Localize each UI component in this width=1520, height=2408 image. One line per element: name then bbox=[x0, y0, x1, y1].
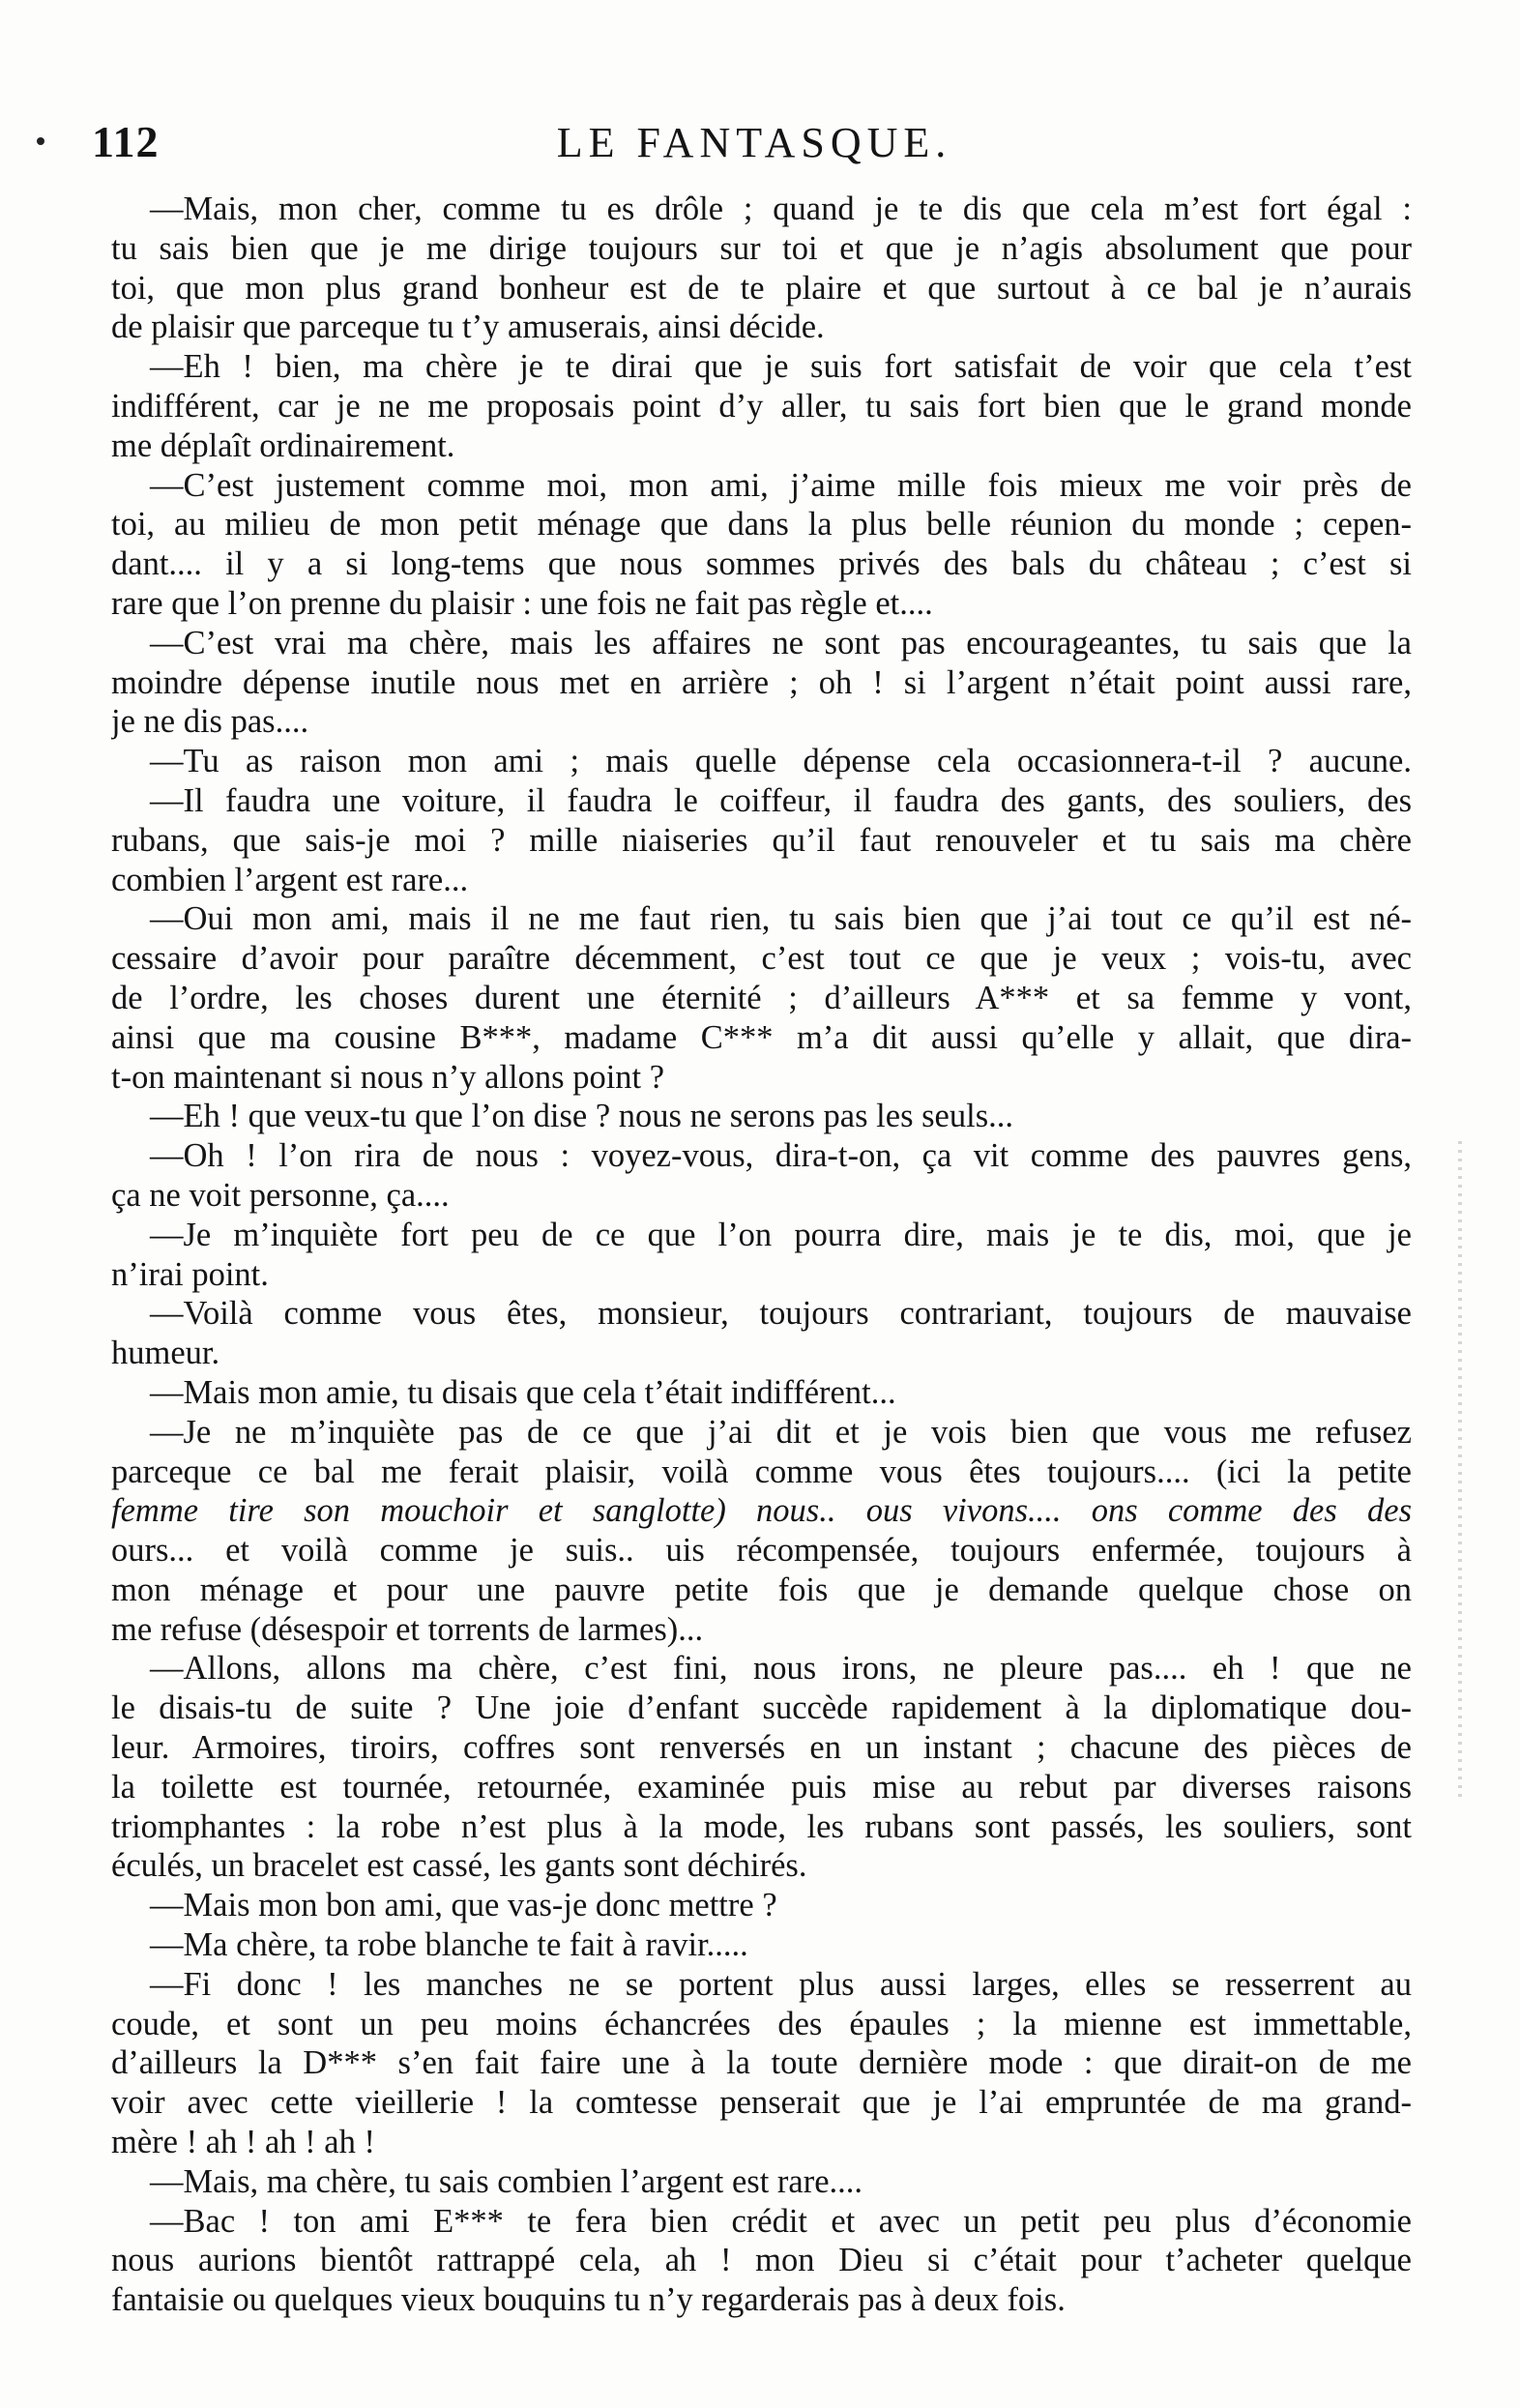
text-line: —Tu as raison mon ami ; mais quelle dépense cela occasionnera-t-il ? aucune. bbox=[150, 743, 1412, 780]
text-line: de l’ordre, les choses durent une éternité ; d’ailleurs A*** et sa femme y vont, bbox=[111, 979, 1412, 1016]
text-line: triomphantes : la robe n’est plus à la mode, les rubans sont passés, les souliers, sont bbox=[111, 1807, 1412, 1845]
text-line: —Oui mon ami, mais il ne me faut rien, tu sais bien que j’ai tout ce qu’il est né- bbox=[150, 900, 1412, 938]
text-line: n’irai point. bbox=[111, 1255, 269, 1293]
text-line: —Je ne m’inquiète pas de ce que j’ai dit et je vois bien que vous me refusez bbox=[150, 1413, 1412, 1451]
text-line: mère ! ah ! ah ! ah ! bbox=[111, 2124, 375, 2161]
text-line: —Il faudra une voiture, il faudra le coiffeur, il faudra des gants, des souliers, des bbox=[150, 781, 1412, 819]
text-line: —C’est justement comme moi, mon ami, j’aime mille fois mieux me voir près de bbox=[150, 466, 1412, 504]
text-line: —Mais mon bon ami, que vas-je donc mettre ? bbox=[150, 1887, 777, 1924]
text-line: —Fi donc ! les manches ne se portent plus aussi larges, elles se resserrent au bbox=[150, 1965, 1412, 2003]
text-line: le disais-tu de suite ? Une joie d’enfant succède rapidement à la diplomatique dou- bbox=[111, 1689, 1412, 1727]
text-line: tu sais bien que je me dirige toujours sur toi et que je n’agis absolument que pour bbox=[111, 229, 1412, 267]
text-line: combien l’argent est rare... bbox=[111, 861, 469, 898]
text-line: —Mais, mon cher, comme tu es drôle ; quand je te dis que cela m’est fort égal : bbox=[150, 191, 1412, 227]
text-line: de plaisir que parceque tu t’y amuserais, ainsi décide. bbox=[111, 308, 825, 346]
text-line: indifférent, car je ne me proposais point d’y aller, tu sais fort bien que le grand monde bbox=[111, 387, 1412, 425]
page-header bbox=[92, 116, 1417, 184]
text-line: coude, et sont un peu moins échancrées des épaules ; la mienne est immettable, bbox=[111, 2005, 1412, 2042]
text-line: me déplaît ordinairement. bbox=[111, 426, 455, 464]
text-line: —Ma chère, ta robe blanche te fait à ravir..... bbox=[150, 1926, 748, 1964]
text-line: —Eh ! que veux-tu que l’on dise ? nous ne serons pas les seuls... bbox=[150, 1098, 1013, 1135]
text-line: toi, au milieu de mon petit ménage que dans la plus belle réunion du monde ; cepen- bbox=[111, 506, 1412, 543]
text-line: ours... et voilà comme je suis.. uis récompensée, toujours enfermée, toujours à bbox=[111, 1532, 1412, 1570]
text-line: fantaisie ou quelques vieux bouquins tu n’y regarderais pas à deux fois. bbox=[111, 2281, 1066, 2319]
text-line: mon ménage et pour une pauvre petite fois que je demande quelque chose on bbox=[111, 1571, 1412, 1608]
text-body bbox=[111, 190, 1412, 2320]
text-line: ainsi que ma cousine B***, madame C*** m’a dit aussi qu’elle y allait, que dira- bbox=[111, 1018, 1412, 1056]
text-line: humeur. bbox=[111, 1335, 220, 1372]
text-line: —Voilà comme vous êtes, monsieur, toujours contrariant, toujours de mauvaise bbox=[150, 1295, 1412, 1333]
text-line: je ne dis pas.... bbox=[111, 703, 309, 741]
text-line: dant.... il y a si long-tems que nous sommes privés des bals du château ; c’est si bbox=[111, 545, 1412, 583]
text-line: la toilette est tournée, retournée, examinée puis mise au rebut par diverses raisons bbox=[111, 1768, 1412, 1806]
text-line: —Oh ! l’on rira de nous : voyez-vous, dira-t-on, ça vit comme des pauvres gens, bbox=[150, 1137, 1412, 1175]
text-line: ça ne voit personne, ça.... bbox=[111, 1176, 450, 1214]
text-line: —Allons, allons ma chère, c’est fini, nous irons, ne pleure pas.... eh ! que ne bbox=[150, 1650, 1412, 1688]
text-line: nous aurions bientôt rattrappé cela, ah ! mon Dieu si c’était pour t’acheter quelque bbox=[111, 2242, 1412, 2279]
text-line: me refuse (désespoir et torrents de larmes)... bbox=[111, 1610, 704, 1648]
text-line: rare que l’on prenne du plaisir : une fois ne fait pas règle et.... bbox=[111, 584, 933, 622]
margin-speck bbox=[37, 137, 44, 145]
text-line: cessaire d’avoir pour paraître décemment, c’est tout ce que je veux ; vois-tu, avec bbox=[111, 940, 1412, 978]
text-line: moindre dépense inutile nous met en arrière ; oh ! si l’argent n’était point aussi rare, bbox=[111, 663, 1412, 701]
text-line: —Mais mon amie, tu disais que cela t’était indifférent... bbox=[150, 1373, 896, 1411]
text-line: —C’est vrai ma chère, mais les affaires ne sont pas encourageantes, tu sais que la bbox=[150, 624, 1412, 661]
text-line: femme tire son mouchoir et sanglotte) nous.. ous vivons.... ons comme des des bbox=[111, 1492, 1412, 1530]
text-line: t-on maintenant si nous n’y allons point ? bbox=[111, 1058, 665, 1096]
running-title: LE FANTASQUE. bbox=[556, 119, 952, 166]
text-line: rubans, que sais-je moi ? mille niaiseries qu’il faut renouveler et tu sais ma chère bbox=[111, 821, 1412, 859]
page-edge-shadow bbox=[1458, 1141, 1462, 1799]
text-line: leur. Armoires, tiroirs, coffres sont renversés en un instant ; chacune des pièces de bbox=[111, 1729, 1412, 1767]
text-line: toi, que mon plus grand bonheur est de te plaire et que surtout à ce bal je n’aurais bbox=[111, 269, 1412, 307]
text-line: voir avec cette vieillerie ! la comtesse penserait que je l’ai empruntée de ma grand- bbox=[111, 2084, 1412, 2122]
text-line: éculés, un bracelet est cassé, les gants sont déchirés. bbox=[111, 1847, 807, 1885]
page-number: 112 bbox=[92, 117, 160, 166]
text-line: —Je m’inquiète fort peu de ce que l’on pourra dire, mais je te dis, moi, que je bbox=[150, 1216, 1412, 1253]
text-line: d’ailleurs la D*** s’en fait faire une à la toute dernière mode : que dirait-on de me bbox=[111, 2044, 1412, 2082]
text-line: —Eh ! bien, ma chère je te dirai que je suis fort satisfait de voir que cela t’est bbox=[150, 348, 1412, 386]
text-line: parceque ce bal me ferait plaisir, voilà comme vous êtes toujours.... (ici la petite bbox=[111, 1453, 1412, 1490]
text-line: —Mais, ma chère, tu sais combien l’argent est rare.... bbox=[150, 2162, 863, 2200]
text-line: —Bac ! ton ami E*** te fera bien crédit et avec un petit peu plus d’économie bbox=[150, 2202, 1412, 2240]
